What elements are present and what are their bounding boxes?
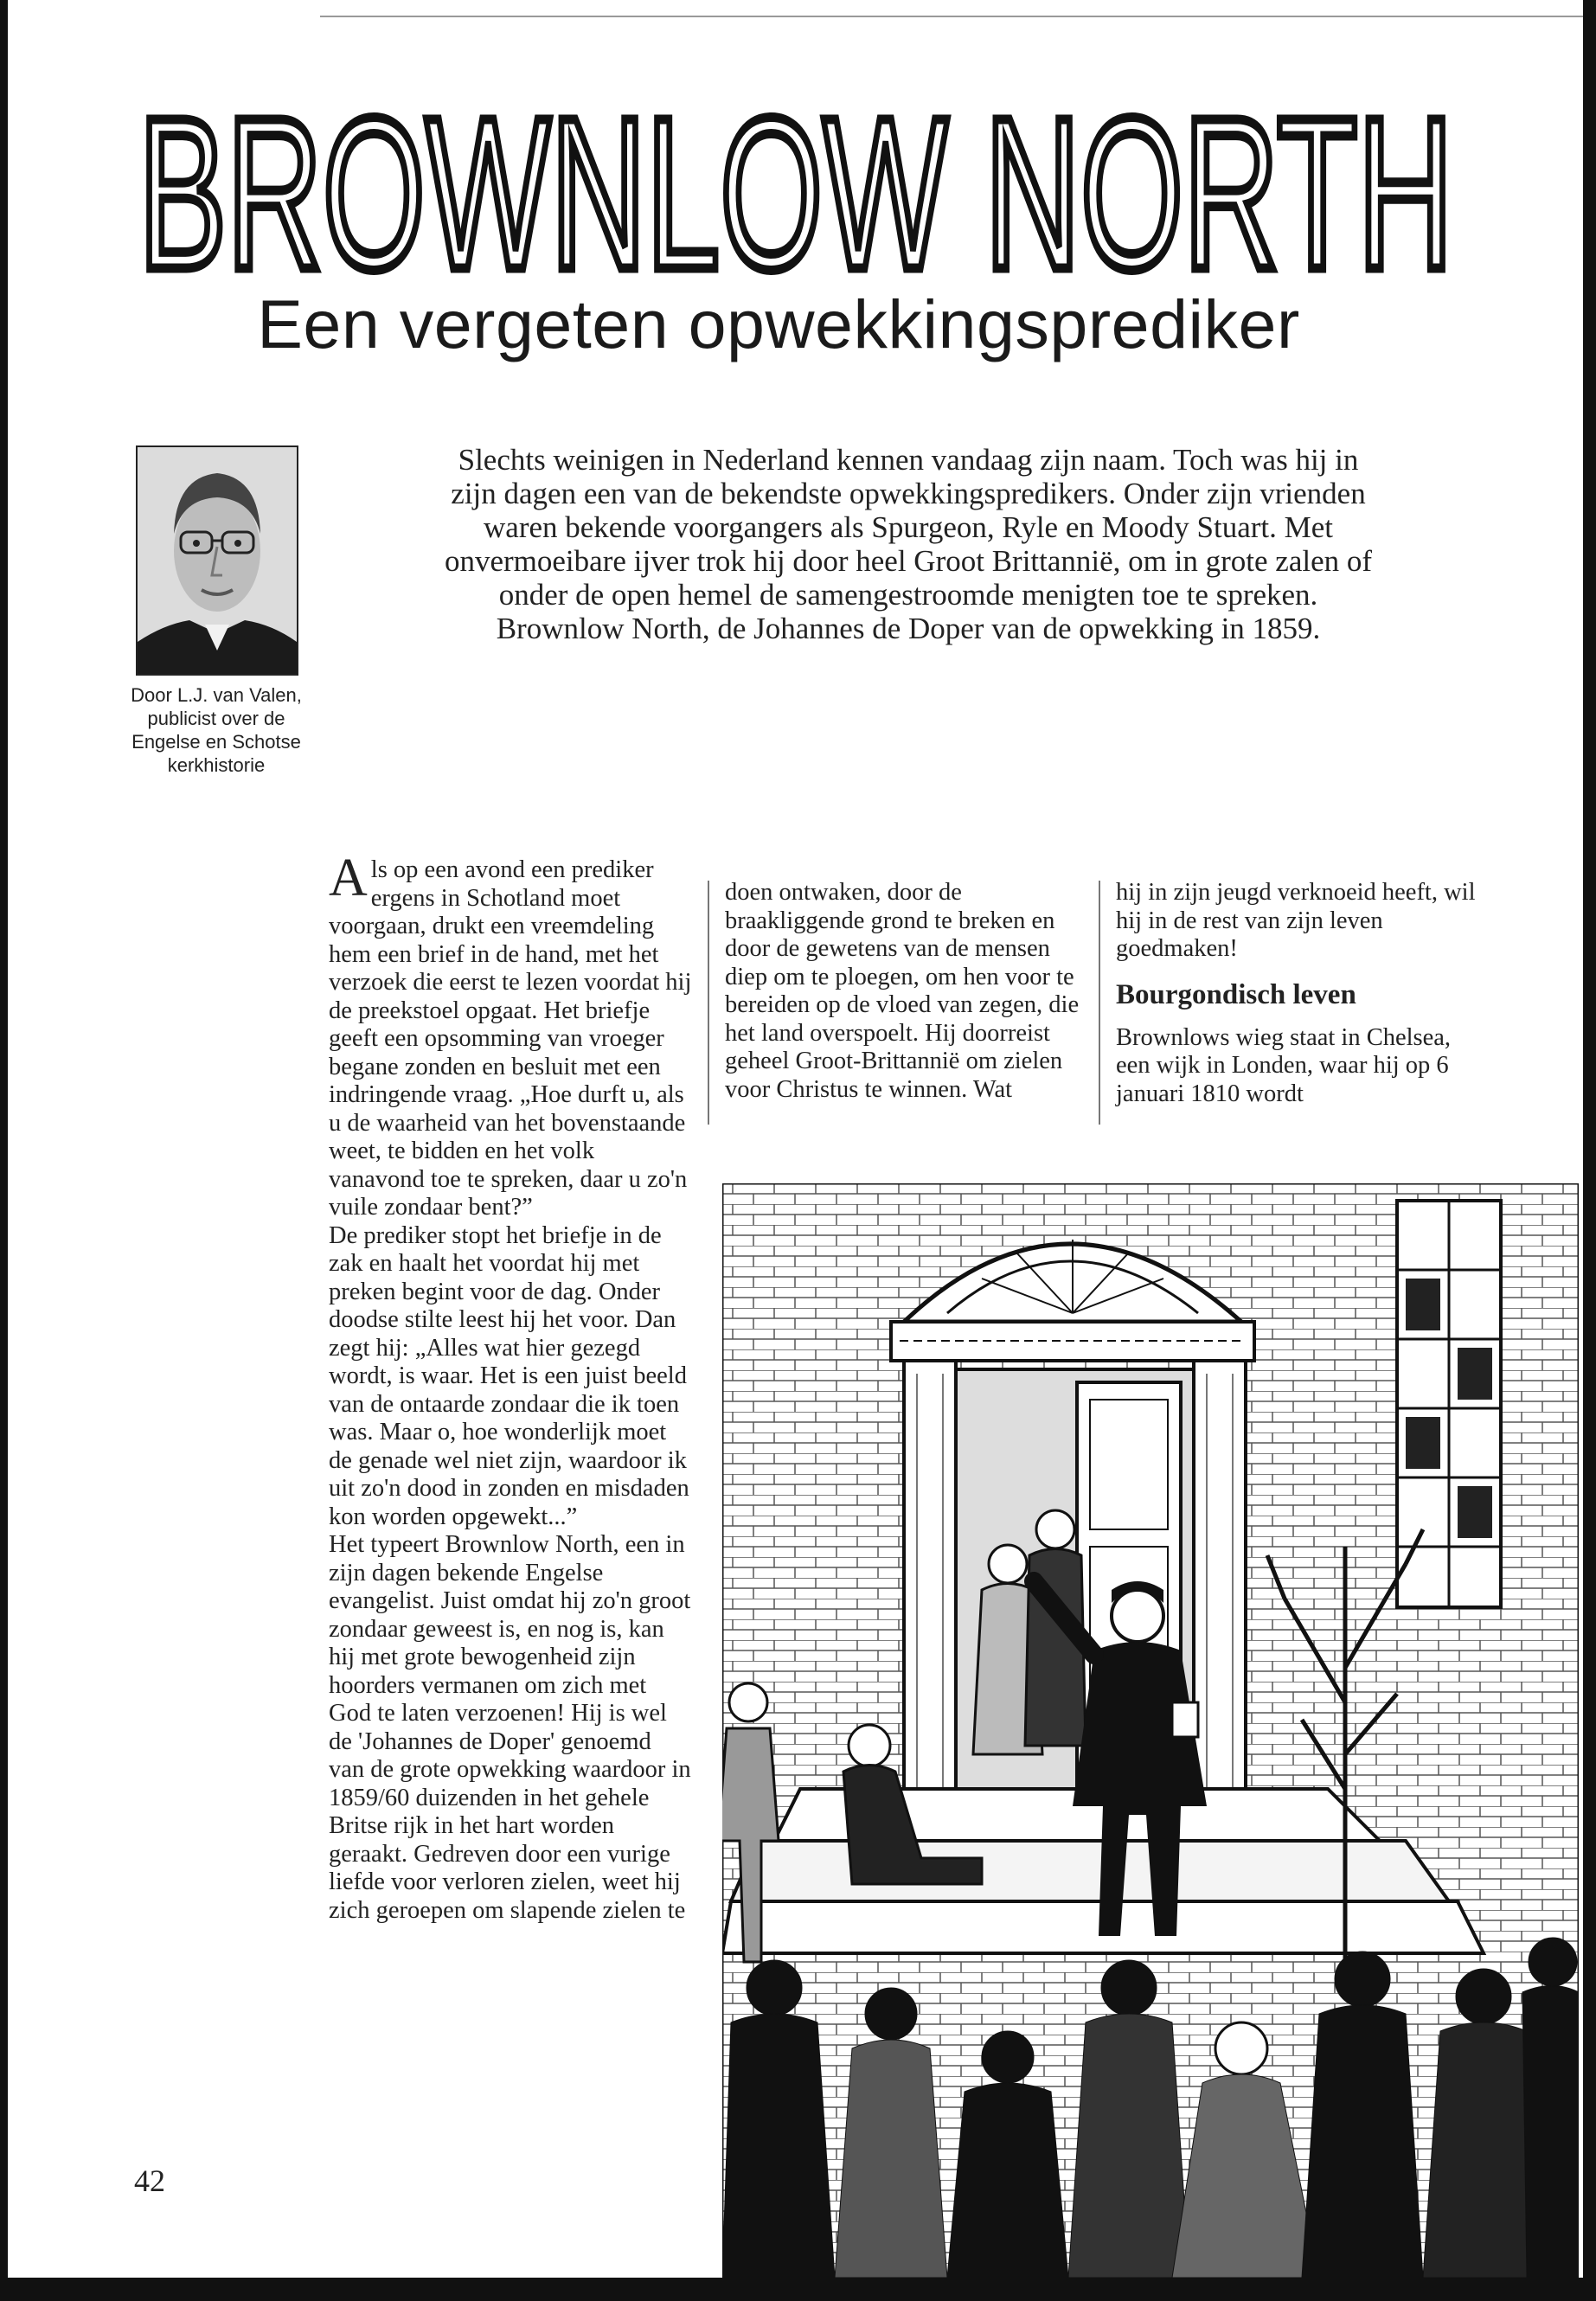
body-paragraph: Brownlows wieg staat in Chelsea, een wijk in Londen, waar hij op 6 januari 1810 wordt bbox=[1116, 1023, 1452, 1107]
preacher-illustration bbox=[722, 1183, 1579, 2278]
body-paragraph: doen ontwaken, door de braakliggende grond te breken en door de gewetens van de mensen diep om te ploegen, om hen voor te bereiden op de vloed van zegen, die het land overspoelt. Hij doorreist geheel Groot-Brittannië om zielen voor Christus te winnen. Wat bbox=[725, 879, 1080, 1103]
author-byline: Door L.J. van Valen, publicist over de Engelse en Schotse kerkhistorie bbox=[131, 684, 302, 776]
top-rule bbox=[320, 16, 1583, 17]
article-subtitle: Een vergeten opwekkingsprediker bbox=[257, 285, 1300, 362]
section-heading: Bourgondisch leven bbox=[1116, 978, 1356, 1010]
body-column-2 bbox=[725, 879, 1088, 1104]
body-text: ls op een avond een prediker ergens in Schotland moet voorgaan, drukt een vreemdeling hem een brief in de hand, met het verzoek die eerst te lezen voordat hij de preekstoel opgaat. Het briefje geeft een opsomming van vroeger begane zonden en besluit met een indringende vraag. „Hoe durft u, als u de waarheid van het bovenstaande weet, te bidden en het volk vanavond toe te spreken, daar u zo'n vuile zondaar bent?” bbox=[329, 856, 692, 1221]
article-title bbox=[130, 91, 1462, 285]
column-divider bbox=[708, 881, 709, 1125]
column-divider bbox=[1099, 881, 1100, 1125]
page-frame-left bbox=[0, 0, 8, 2301]
page-number: 42 bbox=[134, 2163, 165, 2198]
article-title-text: BROWNLOW NORTH bbox=[138, 91, 1453, 285]
drop-cap: A bbox=[329, 849, 368, 907]
body-column-3 bbox=[1116, 879, 1479, 1108]
page-frame-bottom bbox=[0, 2278, 1596, 2301]
body-paragraph: Het typeert Brownlow North, een in zijn dagen bekende Engelse evangelist. Juist omdat hij zo'n groot zondaar geweest is, en nog is, kan hij met grote bewogenheid zijn hoorders vermanen om zich met God te laten verzoenen! Hij is wel de 'Johannes de Doper' genoemd van de grote opwekking waardoor in 1859/60 duizenden in het gehele Britse rijk in het hart worden geraakt. Gedreven door een vurige liefde voor verloren zielen, weet hij zich geroepen om slapende zielen te bbox=[329, 1531, 691, 1924]
author-portrait bbox=[136, 445, 298, 676]
body-paragraph bbox=[329, 849, 692, 1222]
page-frame-right bbox=[1583, 0, 1596, 2301]
body-paragraph: De prediker stopt het briefje in de zak en haalt het voordat hij met preken begint voor de dag. Onder doodse stilte leest hij het voor. Dan zegt hij: „Alles wat hier gezegd wordt, is waar. Het is een juist beeld van de ontaarde zondaar die ik toen was. Maar o, hoe wonderlijk moet de genade wel niet zijn, waardoor ik uit zo'n dood in zonden en misdaden kon worden opgewekt...” bbox=[329, 1221, 689, 1530]
body-column-1 bbox=[329, 849, 692, 1925]
body-paragraph: hij in zijn jeugd verknoeid heeft, wil hij in de rest van zijn leven goedmaken! bbox=[1116, 879, 1476, 962]
intro-paragraph: Slechts weinigen in Nederland kennen vandaag zijn naam. Toch was hij in zijn dagen een van de bekendste opwekkingspredikers. Onder zijn vrienden waren bekende voorgangers als Spurgeon, Ryle en Moody Stuart. Met onvermoeibare ijver trok hij door heel Groot Brittannië, om in grote zalen of onder de open hemel de samengestroomde menigten toe te spreken. Brownlow North, de Johannes de Doper van de opwekking in 1859. bbox=[444, 443, 1373, 645]
